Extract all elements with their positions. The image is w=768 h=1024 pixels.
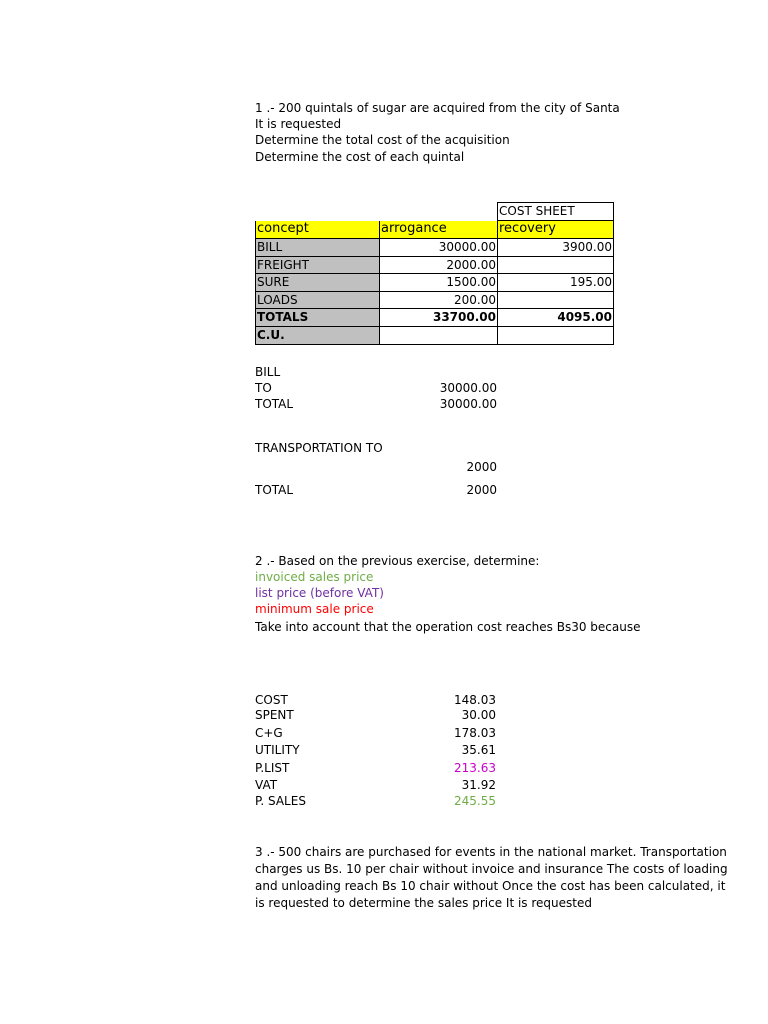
calc-label: P. SALES xyxy=(255,794,306,808)
calc-value-plist: 213.63 xyxy=(454,761,496,775)
row-arrogance: 30000.00 xyxy=(380,239,498,257)
transport-label: TRANSPORTATION TO xyxy=(255,441,383,455)
ex2-minimum-sale-price: minimum sale price xyxy=(255,602,374,616)
calc-value: 178.03 xyxy=(454,726,496,740)
calc-value-psales: 245.55 xyxy=(454,794,496,808)
calc-label: SPENT xyxy=(255,708,294,722)
bill-to-label: TO xyxy=(255,381,272,395)
bill-total-value: 30000.00 xyxy=(439,397,497,411)
row-recovery: 4095.00 xyxy=(498,309,614,327)
ex3-paragraph: 3 .- 500 chairs are purchased for events in the national market. Transportation charges us Bs. 10 per chair without invoice and insurance The costs of loading and unloading reach Bs 10 chair without Once the cost has been calculated, it is requested to determine the sales price It is requested xyxy=(255,845,728,910)
calc-value: 31.92 xyxy=(461,778,496,792)
ex2-invoiced-sales-price: invoiced sales price xyxy=(255,570,374,584)
bill-total-label: TOTAL xyxy=(255,397,294,411)
row-concept: BILL xyxy=(255,239,380,257)
calc-value: 148.03 xyxy=(454,693,496,707)
calc-value: 35.61 xyxy=(461,743,496,757)
ex2-line-5: Take into account that the operation cost reaches Bs30 because xyxy=(255,620,641,634)
header-recovery: recovery xyxy=(498,221,614,239)
bill-label: BILL xyxy=(255,365,281,379)
row-arrogance: 2000.00 xyxy=(380,257,498,274)
row-concept: C.U. xyxy=(255,327,380,345)
transport-total-label: TOTAL xyxy=(255,483,294,497)
row-concept: LOADS xyxy=(255,292,380,309)
calc-label: VAT xyxy=(255,778,278,792)
row-concept: FREIGHT xyxy=(255,257,380,274)
ex2-line-1: 2 .- Based on the previous exercise, determine: xyxy=(255,554,540,568)
row-recovery xyxy=(498,292,614,309)
row-recovery: 195.00 xyxy=(498,274,614,292)
calc-label: UTILITY xyxy=(255,743,300,757)
cost-sheet-title: COST SHEET xyxy=(497,202,614,221)
ex2-list-price: list price (before VAT) xyxy=(255,586,384,600)
header-concept: concept xyxy=(255,221,380,239)
row-arrogance: 1500.00 xyxy=(380,274,498,292)
calc-label: COST xyxy=(255,693,288,707)
calc-value: 30.00 xyxy=(461,708,496,722)
row-concept: SURE xyxy=(255,274,380,292)
row-recovery xyxy=(498,327,614,345)
transport-value: 2000 xyxy=(466,460,497,474)
row-recovery xyxy=(498,257,614,274)
row-concept: TOTALS xyxy=(255,309,380,327)
row-arrogance: 33700.00 xyxy=(380,309,498,327)
bill-to-value: 30000.00 xyxy=(439,381,497,395)
transport-total-value: 2000 xyxy=(466,483,497,497)
ex1-line-2: It is requested xyxy=(255,117,342,131)
ex1-line-3: Determine the total cost of the acquisition xyxy=(255,133,510,147)
ex1-line-1: 1 .- 200 quintals of sugar are acquired from the city of Santa xyxy=(255,101,620,115)
header-arrogance: arrogance xyxy=(380,221,498,239)
row-arrogance: 200.00 xyxy=(380,292,498,309)
calc-label: C+G xyxy=(255,726,283,740)
ex1-line-4: Determine the cost of each quintal xyxy=(255,150,465,164)
row-arrogance xyxy=(380,327,498,345)
calc-label: P.LIST xyxy=(255,761,290,775)
row-recovery: 3900.00 xyxy=(498,239,614,257)
